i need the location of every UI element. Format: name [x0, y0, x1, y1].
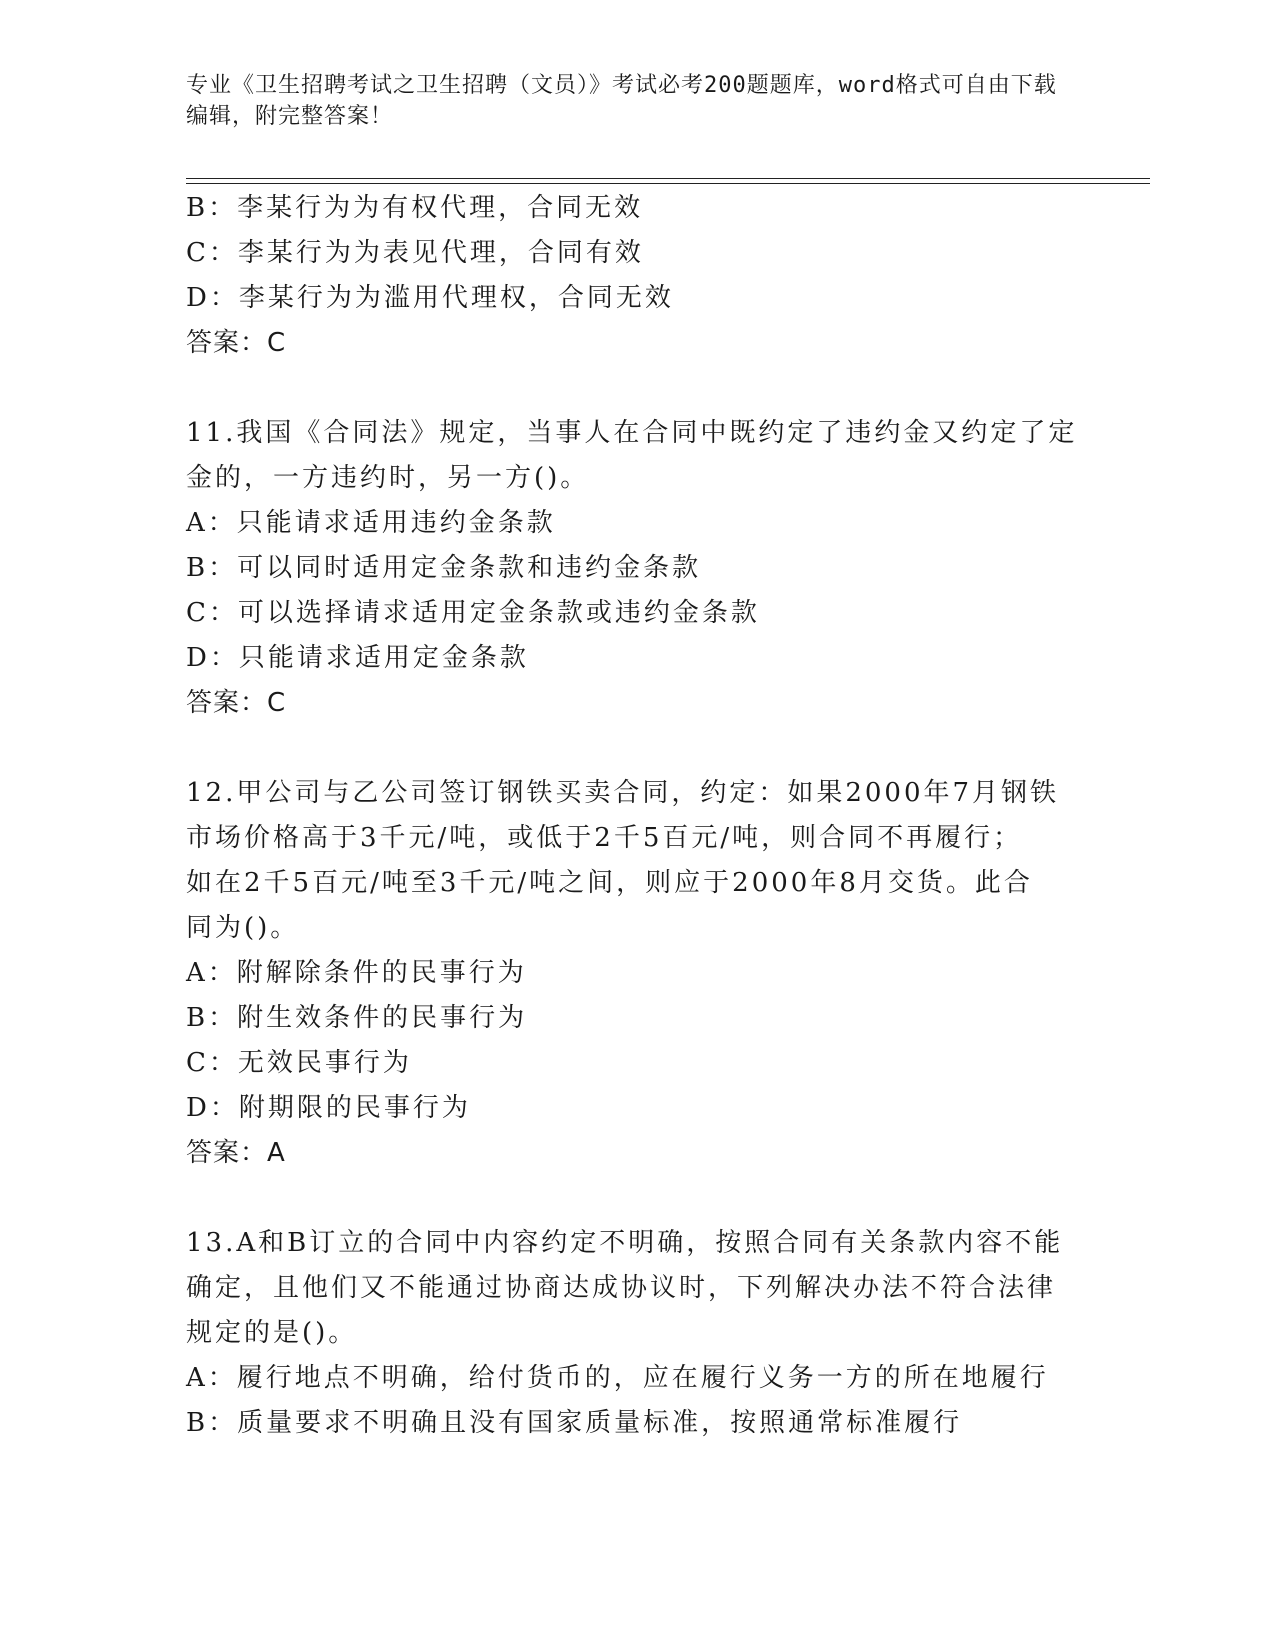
- q10-option-b: B：李某行为为有权代理，合同无效: [186, 193, 644, 223]
- q13-option-b: B：质量要求不明确且没有国家质量标准，按照通常标准履行: [186, 1408, 963, 1438]
- q11-option-b: B：可以同时适用定金条款和违约金条款: [186, 553, 702, 583]
- q13-option-a: A：履行地点不明确，给付货币的，应在履行义务一方的所在地履行: [186, 1363, 1049, 1393]
- q11-option-c: C：可以选择请求适用定金条款或违约金条款: [186, 598, 760, 628]
- q12-stem-line-1: 12.甲公司与乙公司签订钢铁买卖合同，约定：如果2000年7月钢铁: [186, 778, 1060, 808]
- header-divider-top: [186, 178, 1150, 179]
- q11-stem-line-1: 11.我国《合同法》规定，当事人在合同中既约定了违约金又约定了定: [186, 418, 1078, 448]
- q12-stem-line-3: 如在2千5百元/吨至3千元/吨之间，则应于2000年8月交货。此合: [186, 868, 1033, 898]
- q12-option-a: A：附解除条件的民事行为: [186, 958, 527, 988]
- q12-option-b: B：附生效条件的民事行为: [186, 1003, 528, 1033]
- q10-option-d: D：李某行为为滥用代理权，合同无效: [186, 283, 674, 313]
- q10-answer: 答案：C: [186, 328, 287, 358]
- q12-option-d: D：附期限的民事行为: [186, 1093, 471, 1123]
- q11-answer: 答案：C: [186, 688, 287, 718]
- q11-option-a: A：只能请求适用违约金条款: [186, 508, 556, 538]
- q13-stem-line-1: 13.A和B订立的合同中内容约定不明确，按照合同有关条款内容不能: [186, 1228, 1064, 1258]
- document-header: 专业《卫生招聘考试之卫生招聘（文员）》考试必考200题题库，word格式可自由下载编辑，附完整答案！: [186, 73, 1057, 129]
- q13-stem-line-2: 确定，且他们又不能通过协商达成协议时，下列解决办法不符合法律: [186, 1273, 1057, 1303]
- q12-answer: 答案：A: [186, 1138, 286, 1168]
- q13-stem-line-3: 规定的是()。: [186, 1318, 358, 1348]
- q12-option-c: C：无效民事行为: [186, 1048, 412, 1078]
- q11-stem-line-2: 金的，一方违约时，另一方()。: [186, 463, 590, 493]
- q10-option-c: C：李某行为为表见代理，合同有效: [186, 238, 644, 268]
- q12-stem-line-4: 同为()。: [186, 913, 300, 943]
- header-divider-bottom: [186, 183, 1150, 184]
- q11-option-d: D：只能请求适用定金条款: [186, 643, 529, 673]
- q12-stem-line-2: 市场价格高于3千元/吨，或低于2千5百元/吨，则合同不再履行；: [186, 823, 1023, 853]
